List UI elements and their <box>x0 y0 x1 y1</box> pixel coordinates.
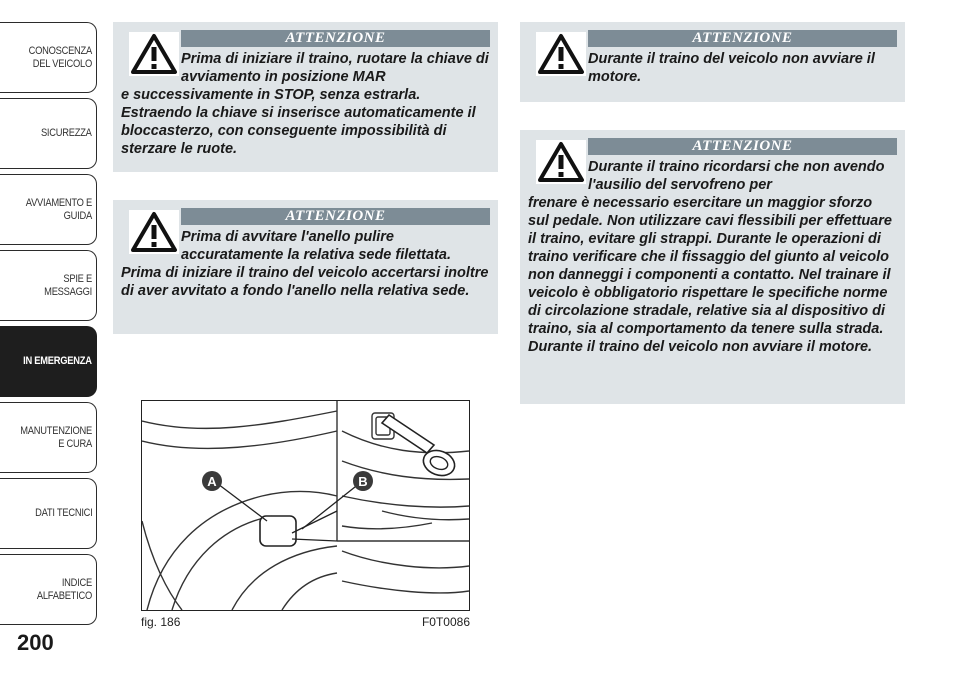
tab-dati-tecnici[interactable] <box>0 478 97 549</box>
warning-triangle-icon <box>129 210 179 254</box>
tow-hook-illustration <box>141 400 470 611</box>
tab-label: SPIE E MESSAGGI <box>44 272 92 298</box>
tab-label: MANUTENZIONE E CURA <box>20 424 92 450</box>
callout-b-label: B <box>358 474 368 489</box>
tab-label: CONOSCENZA DEL VEICOLO <box>28 44 92 70</box>
figure-caption <box>141 615 470 629</box>
warning-body-text: Prima di iniziare il traino del veicolo accertarsi inoltre di aver avvitato a fondo l'anello nella relativa sede. <box>121 265 489 299</box>
page-number: 200 <box>17 630 54 655</box>
warning-box <box>520 130 905 404</box>
warning-lead-text: Prima di iniziare il traino, ruotare la chiave di avviamento in posizione MAR <box>181 51 489 85</box>
warning-lead-text: Durante il traino del veicolo non avviare il motore. <box>588 51 875 85</box>
figure-label: fig. 186 <box>141 615 181 629</box>
tab-label: IN EMERGENZA <box>23 355 92 367</box>
tab-manutenzione-e-cura[interactable] <box>0 402 97 473</box>
tab-conoscenza-del-veicolo[interactable] <box>0 22 97 93</box>
tab-label: INDICE ALFABETICO <box>36 576 92 602</box>
warning-body-text: e successivamente in STOP, senza estrarla. Estraendo la chiave si inserisce automaticamente il bloccasterzo, con conseguente impossibilità di sterzare le ruote. <box>121 87 476 157</box>
warning-box <box>113 22 498 172</box>
tow-hook-drawing <box>142 401 469 610</box>
tab-spie-e-messaggi[interactable] <box>0 250 97 321</box>
tab-label: SICUREZZA <box>41 127 92 139</box>
warning-title: ATTENZIONE <box>181 30 490 47</box>
warning-triangle-icon <box>536 32 586 76</box>
tab-sicurezza[interactable] <box>0 98 97 169</box>
warning-lead-text: Durante il traino ricordarsi che non avendo l'ausilio del servofreno per <box>588 159 885 193</box>
warning-title: ATTENZIONE <box>588 30 897 47</box>
warning-lead-text: Prima di avvitare l'anello pulire accuratamente la relativa sede filettata. <box>181 229 451 263</box>
warning-box <box>113 200 498 334</box>
warning-box <box>520 22 905 102</box>
warning-title: ATTENZIONE <box>588 138 897 155</box>
tab-in-emergenza[interactable] <box>0 326 97 397</box>
tab-avviamento-e-guida[interactable] <box>0 174 97 245</box>
tab-label: AVVIAMENTO E GUIDA <box>25 196 93 222</box>
warning-body-text: frenare è necessario esercitare un maggior sforzo sul pedale. Non utilizzare cavi flessibili per effettuare il traino, evitare gli strappi. Durante le operazioni di traino verificare che il fissaggio del giunto al veicolo non danneggi i componenti a contatto. Nel trainare il veicolo è obbligatorio rispettare le specifiche norme di circolazione stradale, relative sia al dispositivo di traino, sia al comportamento da tenere sulla strada. Durante il traino del veicolo non avviare il motore. <box>528 195 892 355</box>
warning-triangle-icon <box>536 140 586 184</box>
warning-triangle-icon <box>129 32 179 76</box>
tab-label: DATI TECNICI <box>34 507 92 519</box>
warning-title: ATTENZIONE <box>181 208 490 225</box>
figure-code: F0T0086 <box>421 615 470 629</box>
callout-a-label: A <box>207 474 217 489</box>
tab-indice-alfabetico[interactable] <box>0 554 97 625</box>
